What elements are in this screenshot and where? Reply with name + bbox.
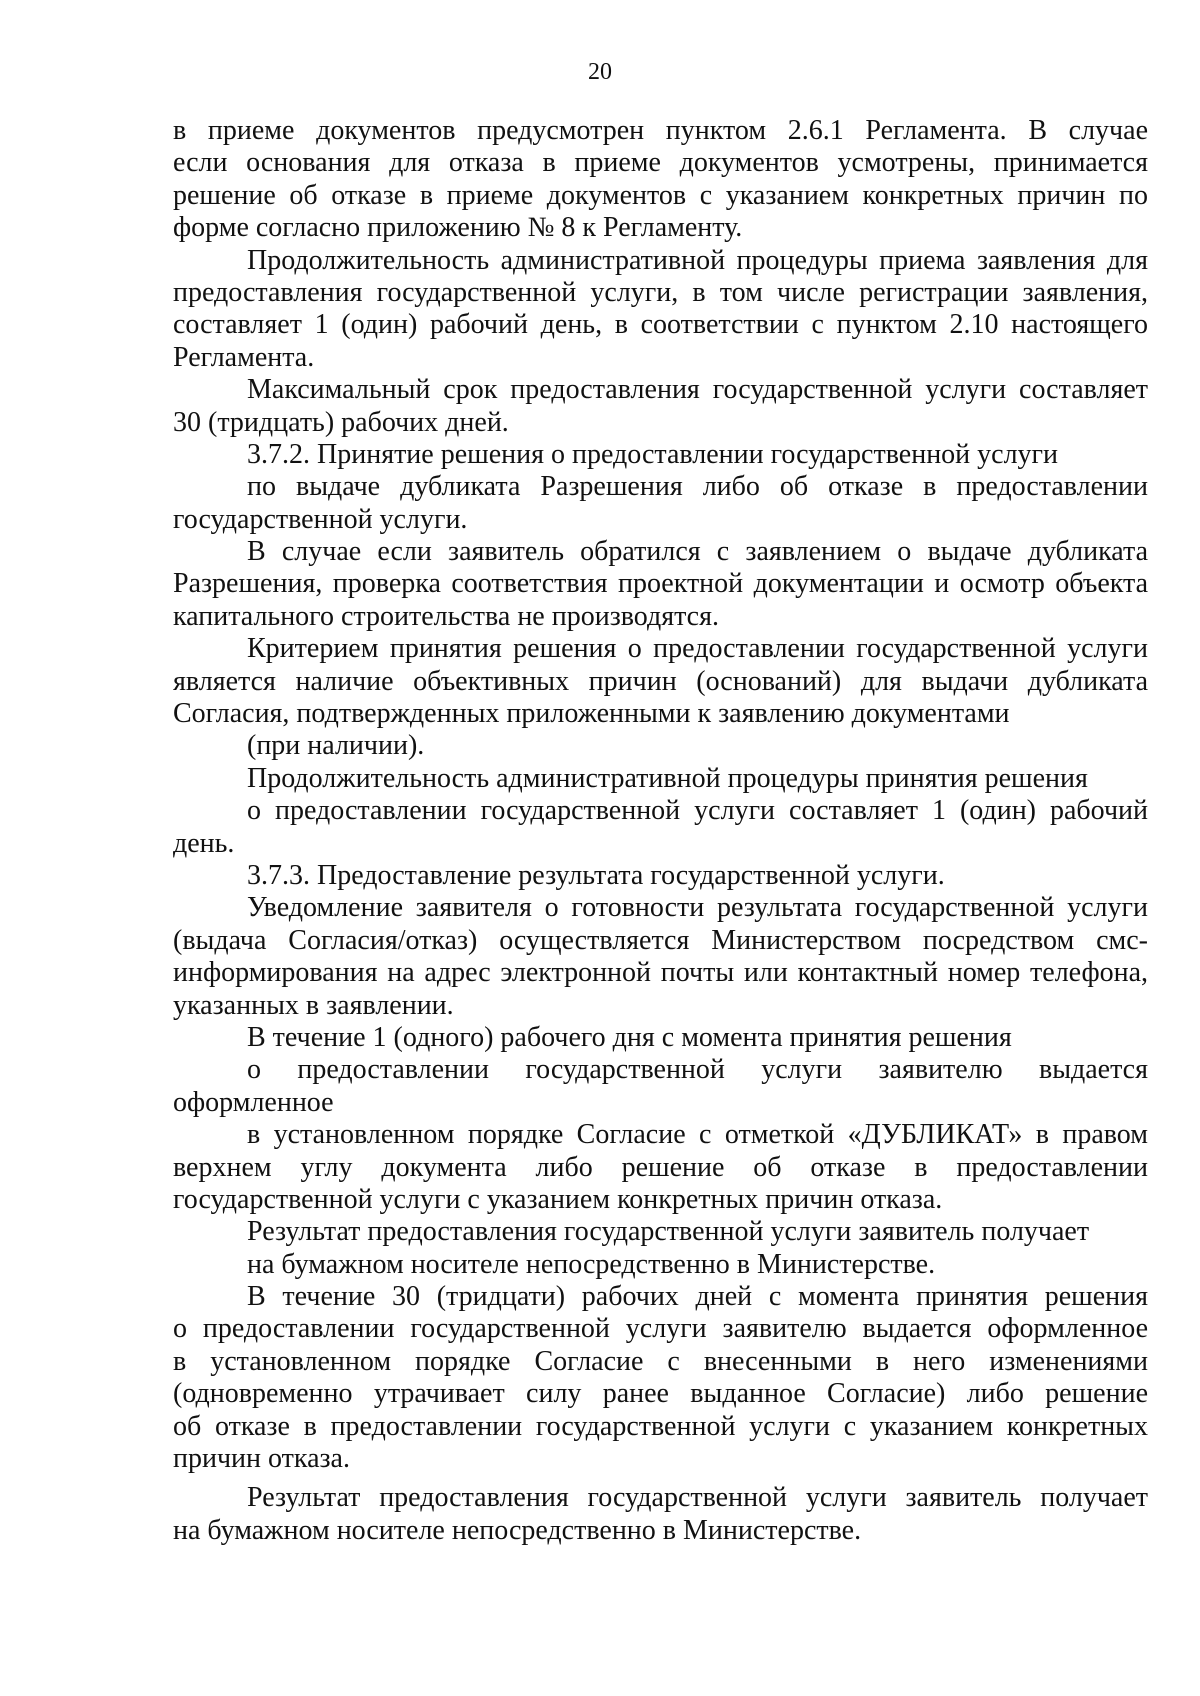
text-line: если основания для отказа в приеме документов усмотрены, принимается: [173, 147, 1148, 179]
text-line: решение об отказе в приеме документов с указанием конкретных причин по: [173, 179, 1148, 211]
text-line: в установленном порядке Согласие с внесенными в него изменениями: [173, 1345, 1148, 1377]
text-line: (выдача Согласия/отказ) осуществляется Министерством посредством смс-: [173, 924, 1148, 956]
text-line: причин отказа.: [173, 1443, 350, 1475]
text-line: капитального строительства не производятся.: [173, 600, 719, 632]
text-line: Продолжительность административной процедуры приема заявления для: [247, 244, 1148, 276]
text-line: Результат предоставления государственной услуги заявитель получает: [247, 1216, 1090, 1248]
text-line: Регламента.: [173, 341, 315, 373]
text-line: В течение 1 (одного) рабочего дня с момента принятия решения: [247, 1021, 1012, 1053]
section-heading: 3.7.3. Предоставление результата государственной услуги.: [247, 859, 945, 891]
text-line: форме согласно приложению № 8 к Регламенту.: [173, 212, 743, 244]
text-line: о предоставлении государственной услуги составляет 1 (один) рабочий: [247, 795, 1148, 827]
text-line: (при наличии).: [247, 730, 425, 762]
text-line: день.: [173, 827, 235, 859]
text-line: Уведомление заявителя о готовности результата государственной услуги: [247, 892, 1148, 924]
text-line: о предоставлении государственной услуги заявителю выдается: [247, 1054, 1148, 1086]
text-line: 30 (тридцать) рабочих дней.: [173, 406, 509, 438]
document-body: [173, 115, 1148, 1547]
text-line: информирования на адрес электронной почты или контактный номер телефона,: [173, 957, 1148, 989]
text-line: государственной услуги.: [173, 503, 468, 535]
page-number: 20: [588, 59, 612, 85]
text-line: на бумажном носителе непосредственно в Министерстве.: [247, 1248, 936, 1280]
text-line: Результат предоставления государственной услуги заявитель получает: [247, 1482, 1148, 1514]
text-line: в установленном порядке Согласие с отметкой «ДУБЛИКАТ» в правом: [247, 1119, 1148, 1151]
text-line: В случае если заявитель обратился с заявлением о выдаче дубликата: [247, 536, 1148, 568]
text-line: государственной услуги с указанием конкретных причин отказа.: [173, 1183, 943, 1215]
text-line: составляет 1 (один) рабочий день, в соответствии с пунктом 2.10 настоящего: [173, 309, 1148, 341]
text-line: на бумажном носителе непосредственно в Министерстве.: [173, 1514, 862, 1546]
text-line: по выдаче дубликата Разрешения либо об отказе в предоставлении: [247, 471, 1148, 503]
section-heading: 3.7.2. Принятие решения о предоставлении государственной услуги: [247, 438, 1059, 470]
text-line: в приеме документов предусмотрен пунктом 2.6.1 Регламента. В случае: [173, 115, 1148, 146]
text-line: Продолжительность административной процедуры принятия решения: [247, 762, 1088, 794]
text-line: Согласия, подтвержденных приложенными к заявлению документами: [173, 698, 1010, 730]
text-line: Разрешения, проверка соответствия проектной документации и осмотр объекта: [173, 568, 1148, 600]
text-line: (одновременно утрачивает силу ранее выданное Согласие) либо решение: [173, 1378, 1148, 1410]
text-line: верхнем углу документа либо решение об отказе в предоставлении: [173, 1151, 1148, 1183]
text-line: о предоставлении государственной услуги заявителю выдается оформленное: [173, 1313, 1148, 1345]
text-line: Максимальный срок предоставления государственной услуги составляет: [247, 374, 1148, 406]
text-line: оформленное: [173, 1086, 334, 1118]
text-line: Критерием принятия решения о предоставлении государственной услуги: [247, 633, 1148, 665]
text-line: является наличие объективных причин (оснований) для выдачи дубликата: [173, 665, 1148, 697]
text-line: предоставления государственной услуги, в том числе регистрации заявления,: [173, 276, 1148, 308]
text-line: В течение 30 (тридцати) рабочих дней с момента принятия решения: [247, 1281, 1148, 1313]
text-line: указанных в заявлении.: [173, 989, 454, 1021]
text-line: об отказе в предоставлении государственной услуги с указанием конкретных: [173, 1410, 1148, 1442]
